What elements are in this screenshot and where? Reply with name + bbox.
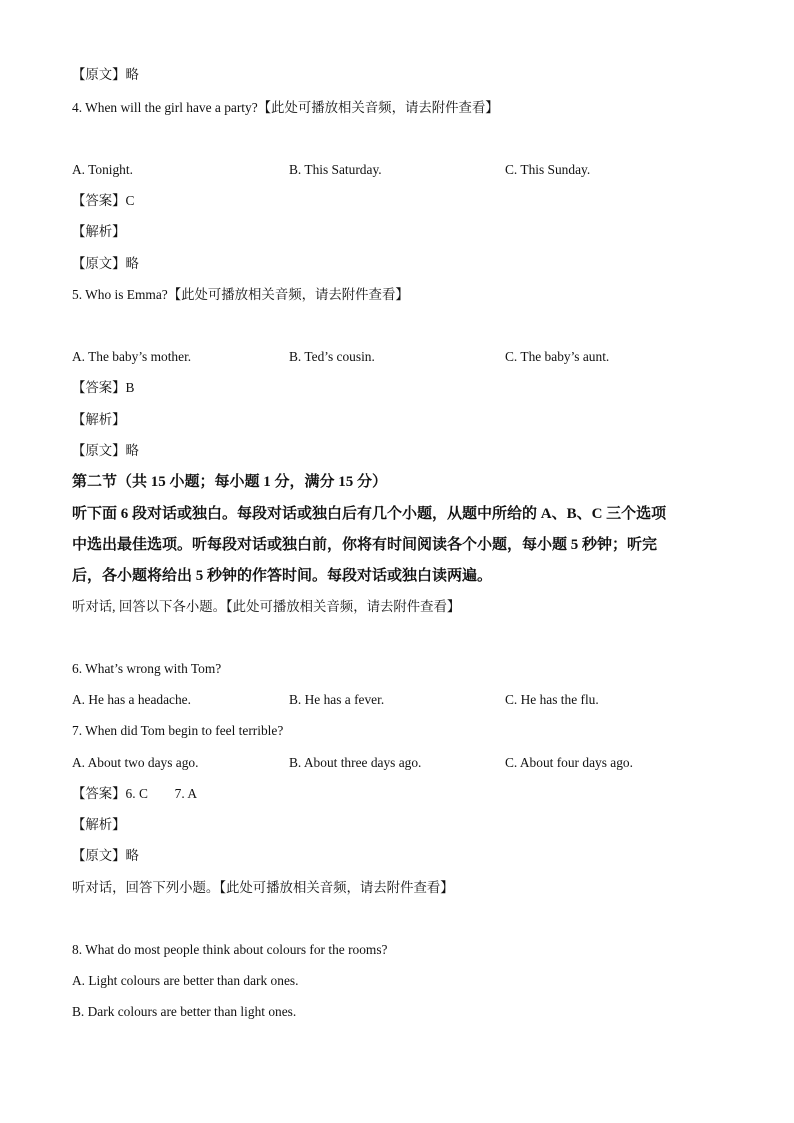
q6-option-c: C. He has the flu. — [505, 692, 599, 707]
original-6-7: 【原文】略 — [72, 848, 139, 863]
answer-4: 【答案】C — [72, 193, 135, 208]
original-text-line: 【原文】略 — [72, 67, 139, 82]
listen-instruction-2: 听对话，回答下列小题。【此处可播放相关音频，请去附件查看】 — [72, 880, 454, 895]
original-4: 【原文】略 — [72, 256, 139, 271]
q4-option-a: A. Tonight. — [72, 162, 133, 177]
q8-option-b: B. Dark colours are better than light ones. — [72, 1004, 297, 1019]
analysis-6-7: 【解析】 — [72, 817, 126, 832]
answer-6-7: 【答案】6. C 7. A — [72, 786, 197, 801]
q8-option-a: A. Light colours are better than dark ones. — [72, 973, 299, 988]
q4-option-b: B. This Saturday. — [289, 162, 382, 177]
q5-option-a: A. The baby’s mother. — [72, 349, 192, 364]
instruction-line-3: 后，各小题将给出 5 秒钟的作答时间。每段对话或独白读两遍。 — [72, 568, 493, 584]
original-5: 【原文】略 — [72, 443, 139, 458]
q7-option-a: A. About two days ago. — [72, 755, 199, 770]
instruction-line-2: 中选出最佳选项。听每段对话或独白前，你将有时间阅读各个小题，每小题 5 秒钟；听完 — [72, 537, 658, 553]
analysis-5: 【解析】 — [72, 412, 126, 427]
question-4: 4. When will the girl have a party?【此处可播放相关音频，请去附件查看】 — [72, 100, 499, 115]
section-2-heading: 第二节（共 15 小题；每小题 1 分，满分 15 分） — [72, 474, 388, 490]
answer-5: 【答案】B — [72, 380, 135, 395]
q6-option-b: B. He has a fever. — [289, 692, 385, 707]
q7-option-c: C. About four days ago. — [505, 755, 633, 770]
q4-option-c: C. This Sunday. — [505, 162, 591, 177]
q7-option-b: B. About three days ago. — [289, 755, 422, 770]
question-5: 5. Who is Emma?【此处可播放相关音频，请去附件查看】 — [72, 287, 409, 302]
question-6: 6. What’s wrong with Tom? — [72, 661, 222, 676]
question-8: 8. What do most people think about colours for the rooms? — [72, 942, 388, 957]
q5-option-b: B. Ted’s cousin. — [289, 349, 375, 364]
q5-option-c: C. The baby’s aunt. — [505, 349, 610, 364]
q6-option-a: A. He has a headache. — [72, 692, 191, 707]
question-7: 7. When did Tom begin to feel terrible? — [72, 723, 284, 738]
analysis-4: 【解析】 — [72, 224, 126, 239]
listen-instruction-1: 听对话, 回答以下各小题。【此处可播放相关音频，请去附件查看】 — [72, 599, 461, 614]
instruction-line-1: 听下面 6 段对话或独白。每段对话或独白后有几个小题，从题中所给的 A、B、C 三个选项 — [72, 506, 667, 522]
